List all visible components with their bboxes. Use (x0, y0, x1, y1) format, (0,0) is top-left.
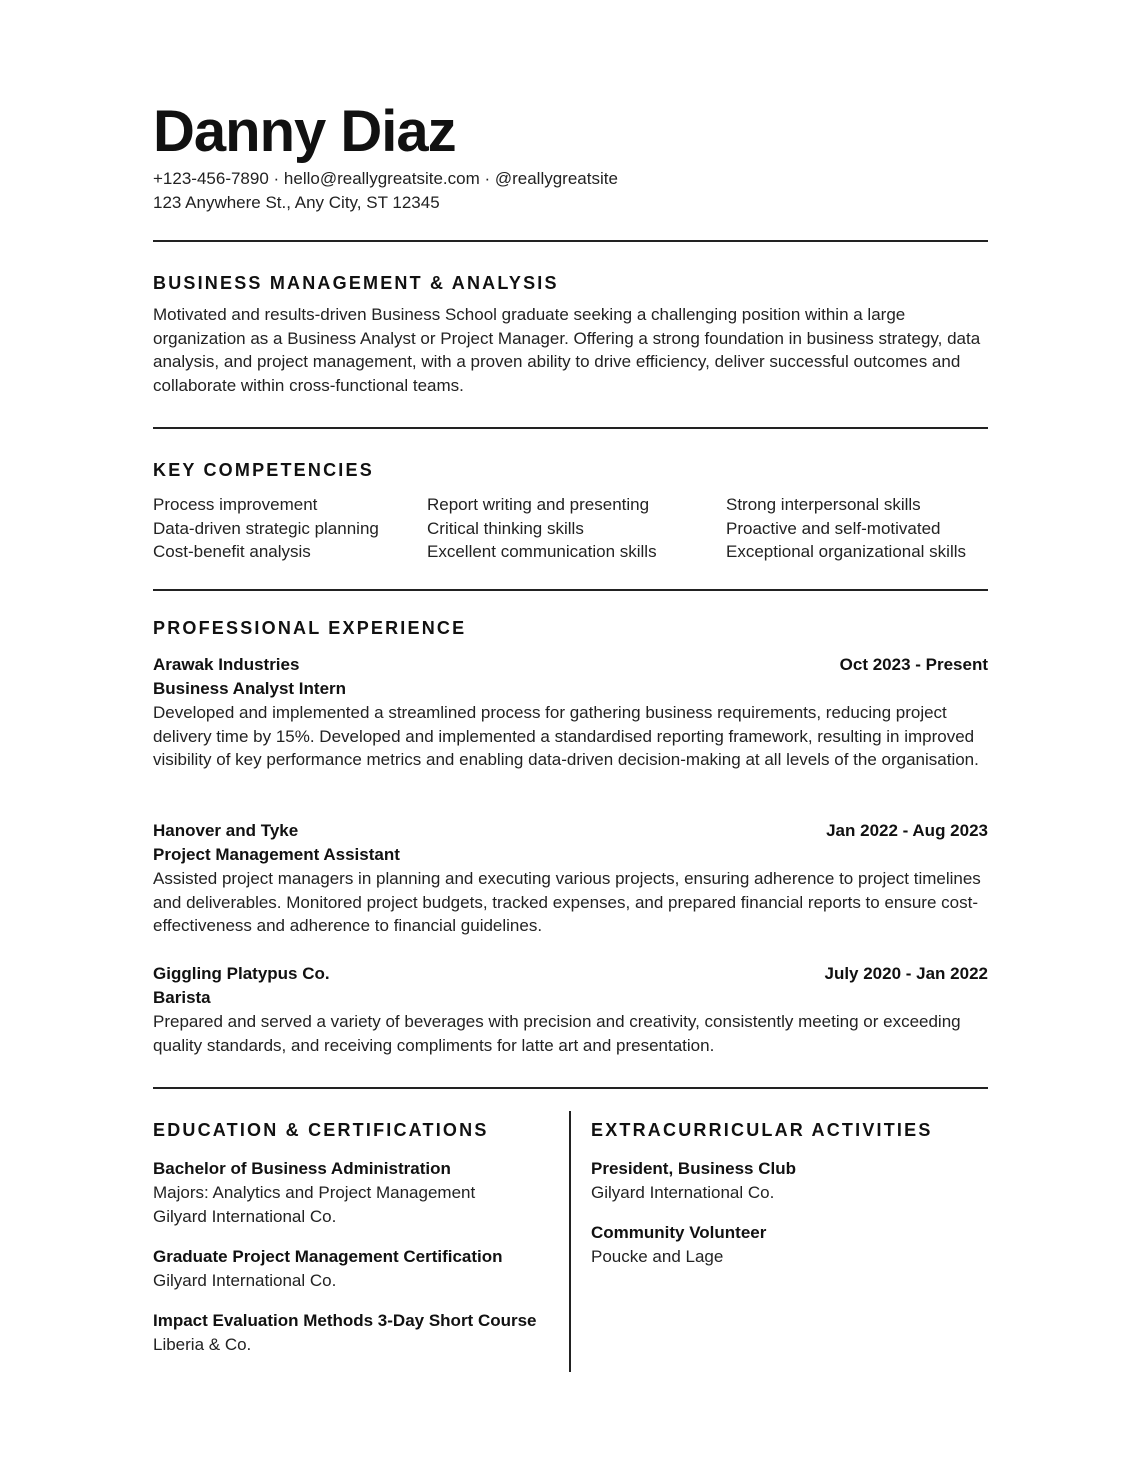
job-title: Barista (153, 988, 211, 1007)
competency-item: Data-driven strategic planning (153, 518, 379, 538)
column-divider (569, 1111, 571, 1372)
job-title: Business Analyst Intern (153, 679, 347, 698)
extracurricular-item-organization: Gilyard International Co. (591, 1183, 775, 1202)
job-company: Giggling Platypus Co. (153, 964, 330, 983)
candidate-name: Danny Diaz (153, 99, 456, 164)
education-item-title: Bachelor of Business Administration (153, 1159, 451, 1178)
education-item (153, 1157, 475, 1229)
summary-text: Motivated and results-driven Business School graduate seeking a challenging position within a large organization as a Business Analyst or Project Manager. Offering a strong foundation in business strategy, data analysis, and project management, with a proven ability to drive efficiency, deliver successful outcomes and collaborate within cross-functional teams. (153, 305, 981, 395)
contact-block (153, 167, 618, 215)
competency-item: Critical thinking skills (427, 518, 584, 538)
job-dates: July 2020 - Jan 2022 (824, 964, 988, 983)
job-header (153, 962, 988, 986)
education-item-institution: Gilyard International Co. (153, 1271, 337, 1290)
job-dates: Oct 2023 - Present (839, 655, 988, 674)
job-description: Prepared and served a variety of beverages with precision and creativity, consistently meeting or exceeding quality standards, and receiving compliments for latte art and presentation. (153, 1012, 961, 1055)
competency-item: Excellent communication skills (427, 542, 657, 562)
competencies-column-2 (427, 493, 657, 564)
extracurricular-item-title: Community Volunteer (591, 1223, 767, 1242)
contact-line-phone-email-social: +123-456-7890 · hello@reallygreatsite.com · @reallygreatsite (153, 169, 618, 188)
summary-heading: BUSINESS MANAGEMENT & ANALYSIS (153, 273, 559, 293)
job-title: Project Management Assistant (153, 845, 400, 864)
education-item-title: Impact Evaluation Methods 3-Day Short Course (153, 1311, 537, 1330)
contact-line-address: 123 Anywhere St., Any City, ST 12345 (153, 193, 440, 212)
competencies-heading: KEY COMPETENCIES (153, 460, 374, 480)
extracurricular-heading: EXTRACURRICULAR ACTIVITIES (591, 1120, 933, 1140)
job-header (153, 819, 988, 843)
extracurricular-item-title: President, Business Club (591, 1159, 796, 1178)
competencies-column-1 (153, 493, 379, 564)
education-item-institution: Liberia & Co. (153, 1335, 252, 1354)
competency-item: Proactive and self-motivated (726, 518, 941, 538)
competency-item: Exceptional organizational skills (726, 542, 967, 562)
education-item (153, 1245, 503, 1293)
extracurricular-item (591, 1157, 796, 1205)
education-item-detail: Majors: Analytics and Project Management (153, 1183, 476, 1202)
experience-heading: PROFESSIONAL EXPERIENCE (153, 618, 467, 638)
education-item-institution: Gilyard International Co. (153, 1207, 337, 1226)
job-dates: Jan 2022 - Aug 2023 (826, 821, 988, 840)
job-company: Hanover and Tyke (153, 821, 299, 840)
job-description: Assisted project managers in planning and executing various projects, ensuring adherence to project timelines and deliverables. Monitored project budgets, tracked expenses, and prepared financial reports to ensure cost-effectiveness and adherence to financial guidelines. (153, 869, 981, 936)
job-header (153, 653, 988, 677)
competency-item: Process improvement (153, 495, 318, 514)
education-item-title: Graduate Project Management Certification (153, 1247, 503, 1266)
divider-rule (153, 240, 988, 242)
divider-rule (153, 427, 988, 429)
education-heading: EDUCATION & CERTIFICATIONS (153, 1120, 489, 1140)
divider-rule (153, 1087, 988, 1089)
competency-item: Cost-benefit analysis (153, 542, 311, 562)
extracurricular-item (591, 1221, 766, 1269)
education-item (153, 1309, 537, 1357)
competencies-column-3 (726, 493, 966, 564)
divider-rule (153, 589, 988, 591)
extracurricular-item-organization: Poucke and Lage (591, 1247, 724, 1266)
competency-item: Report writing and presenting (427, 495, 650, 514)
competency-item: Strong interpersonal skills (726, 495, 921, 514)
job-description: Developed and implemented a streamlined process for gathering business requirements, reducing project delivery time by 15%. Developed and implemented a standardised reporting framework, resulting in improved visibility of key performance metrics and enabling data-driven decision-making at all levels of the organisation. (153, 703, 979, 770)
job-company: Arawak Industries (153, 655, 300, 674)
